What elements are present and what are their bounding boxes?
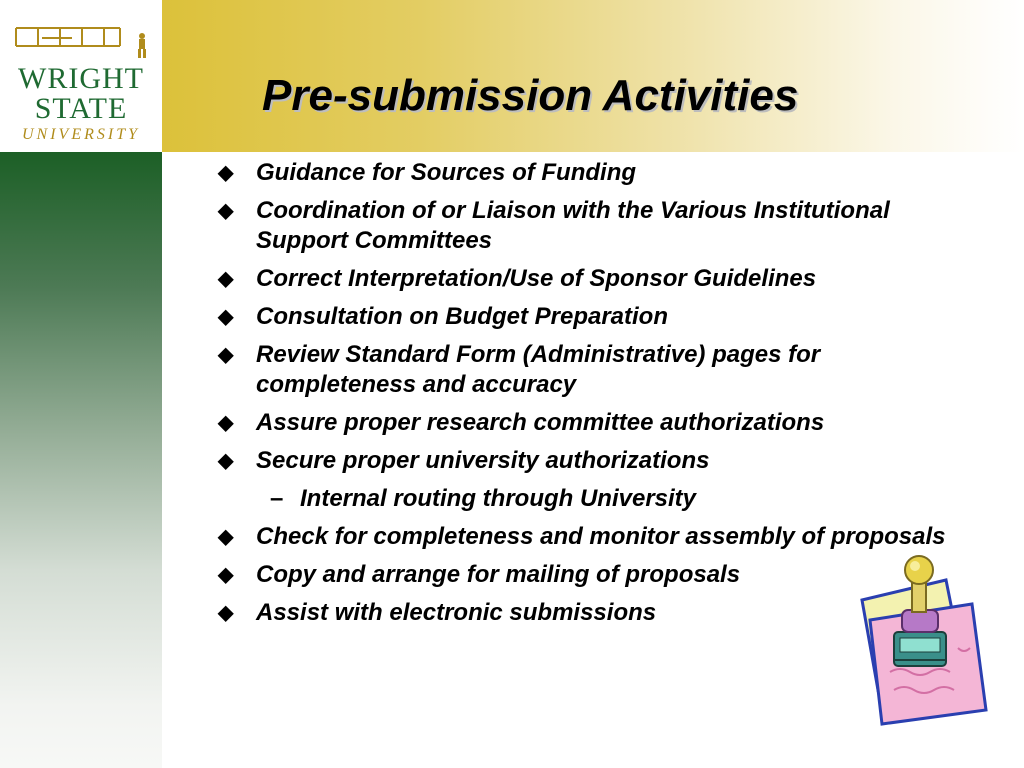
left-gradient-band	[0, 152, 162, 768]
dash-bullet-icon: –	[270, 485, 284, 512]
bullet-item	[218, 560, 948, 590]
logo-wordmark-university: UNIVERSITY	[22, 126, 140, 143]
diamond-bullet-icon: ◆	[218, 306, 234, 328]
logo-wordmark-state: STATE	[34, 92, 128, 125]
bullet-item	[218, 446, 948, 476]
bullet-item	[218, 522, 948, 552]
bullet-item	[218, 302, 948, 332]
logo-wordmark-wright: WRIGHT	[18, 62, 144, 95]
bullet-list	[218, 158, 948, 636]
diamond-bullet-icon: ◆	[218, 344, 234, 366]
bullet-item	[218, 340, 948, 400]
diamond-bullet-icon: ◆	[218, 268, 234, 290]
bullet-text: Copy and arrange for mailing of proposals	[256, 561, 741, 588]
rubber-stamp-icon	[848, 552, 990, 728]
bullet-item	[218, 196, 948, 256]
diamond-bullet-icon: ◆	[218, 450, 234, 472]
bullet-text: Assure proper research committee authorizations	[256, 409, 825, 436]
bullet-text: Guidance for Sources of Funding	[256, 159, 637, 186]
bullet-item	[218, 264, 948, 294]
diamond-bullet-icon: ◆	[218, 200, 234, 222]
bullet-text: Coordination of or Liaison with the Various Institutional Support Committees	[256, 197, 890, 254]
bullet-text: Secure proper university authorizations	[256, 447, 710, 474]
diamond-bullet-icon: ◆	[218, 602, 234, 624]
diamond-bullet-icon: ◆	[218, 162, 234, 184]
diamond-bullet-icon: ◆	[218, 564, 234, 586]
slide-title: Pre-submission Activities	[262, 71, 799, 120]
bullet-item	[218, 408, 948, 438]
bullet-text: Consultation on Budget Preparation	[256, 303, 668, 330]
bullet-item	[218, 598, 948, 628]
sub-bullet-item	[218, 484, 948, 514]
bullet-text: Internal routing through University	[300, 485, 697, 512]
university-logo	[0, 0, 162, 152]
bullet-text: Assist with electronic submissions	[256, 599, 657, 626]
bullet-text: Review Standard Form (Administrative) pages for completeness and accuracy	[256, 341, 821, 398]
bullet-item	[218, 158, 948, 188]
biplane-icon	[12, 20, 152, 60]
diamond-bullet-icon: ◆	[218, 412, 234, 434]
bullet-text: Correct Interpretation/Use of Sponsor Guidelines	[256, 265, 817, 292]
diamond-bullet-icon: ◆	[218, 526, 234, 548]
bullet-text: Check for completeness and monitor assembly of proposals	[256, 523, 946, 550]
